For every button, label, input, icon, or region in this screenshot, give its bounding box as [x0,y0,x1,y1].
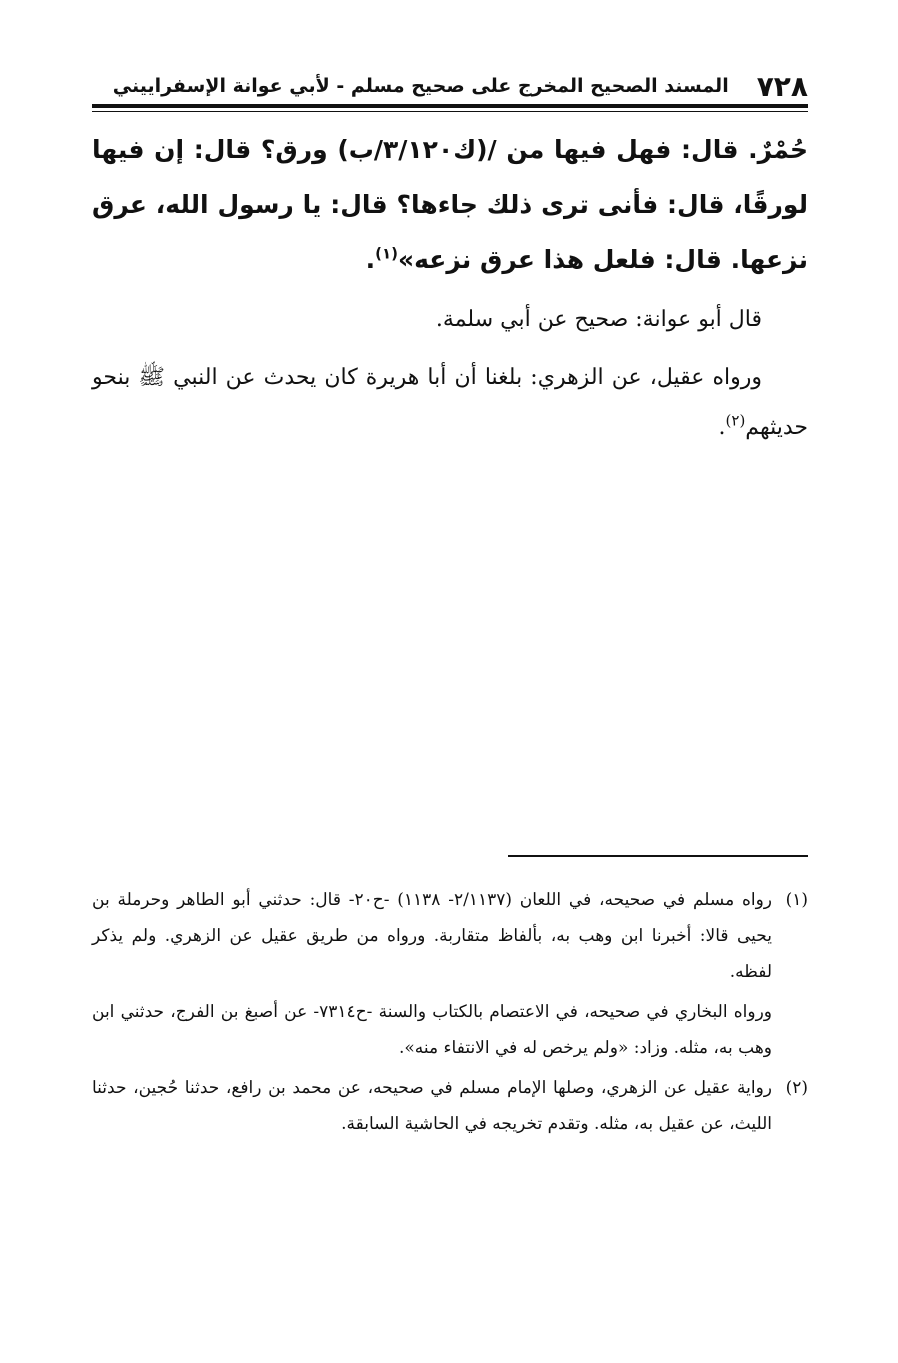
paragraph-aqil-text: ورواه عقيل، عن الزهري: بلغنا أن أبا هريرة كان يحدث عن النبي ﷺ بنحو حديثهم [92,365,808,440]
running-title: المسند الصحيح المخرج على صحيح مسلم - لأبي عوانة الإسفراييني [112,75,729,97]
footnote-2 [92,1070,808,1142]
header-rule-thick [92,104,808,108]
footnote-2-number: (٢) [785,1078,808,1098]
footnote-2-text: رواية عقيل عن الزهري، وصلها الإمام مسلم في صحيحه، عن محمد بن رافع، حدثنا حُجين، حدثنا الليث، عن عقيل به، مثله. وتقدم تخريجه في الحاشية السابقة. [92,1078,772,1134]
paragraph-aqil-end: . [718,415,726,440]
footnote-1-number: (١) [785,890,808,910]
header-rule-thin [92,111,808,112]
hadith-body: حُمْرٌ. قال: فهل فيها من /(ك٣/١٢٠/ب) ورق؟ قال: إن فيها لورقًا، قال: فأنى ترى ذلك جاءها؟ قال: يا رسول الله، عرق نزعها. قال: فلعل هذا عرق نزعه» [92,135,808,274]
footnote-1-continuation: ورواه البخاري في صحيحه، في الاعتصام بالكتاب والسنة -ح٧٣١٤- عن أصبغ بن الفرج، حدثني ابن وهب به، مثله. وزاد: «ولم يرخص له في الانتفاء منه». [92,1002,772,1058]
paragraph-abu-awana: قال أبو عوانة: صحيح عن أبي سلمة. [435,307,762,332]
footnote-separator [508,855,808,857]
footnote-marker-2[interactable]: (٢) [725,411,746,430]
main-text [92,122,808,453]
hadith-end: . [365,245,376,274]
footnotes [92,882,808,1146]
paragraph-aqil [92,353,808,453]
page-header [92,68,808,104]
footnote-1 [92,882,808,990]
footnote-1-text: رواه مسلم في صحيحه، في اللعان (٢/١١٣٧- ١١٣٨) -ح٢٠- قال: حدثني أبو الطاهر وحرملة بن يحيى قالا: أخبرنا ابن وهب به، بألفاظ متقاربة. ورواه من طريق عقيل عن الزهري. ولم يذكر لفظه. [92,890,772,982]
page-number: ٧٢٨ [756,69,808,103]
footnote-marker-1[interactable]: (١) [375,244,398,263]
hadith-text [92,122,808,287]
